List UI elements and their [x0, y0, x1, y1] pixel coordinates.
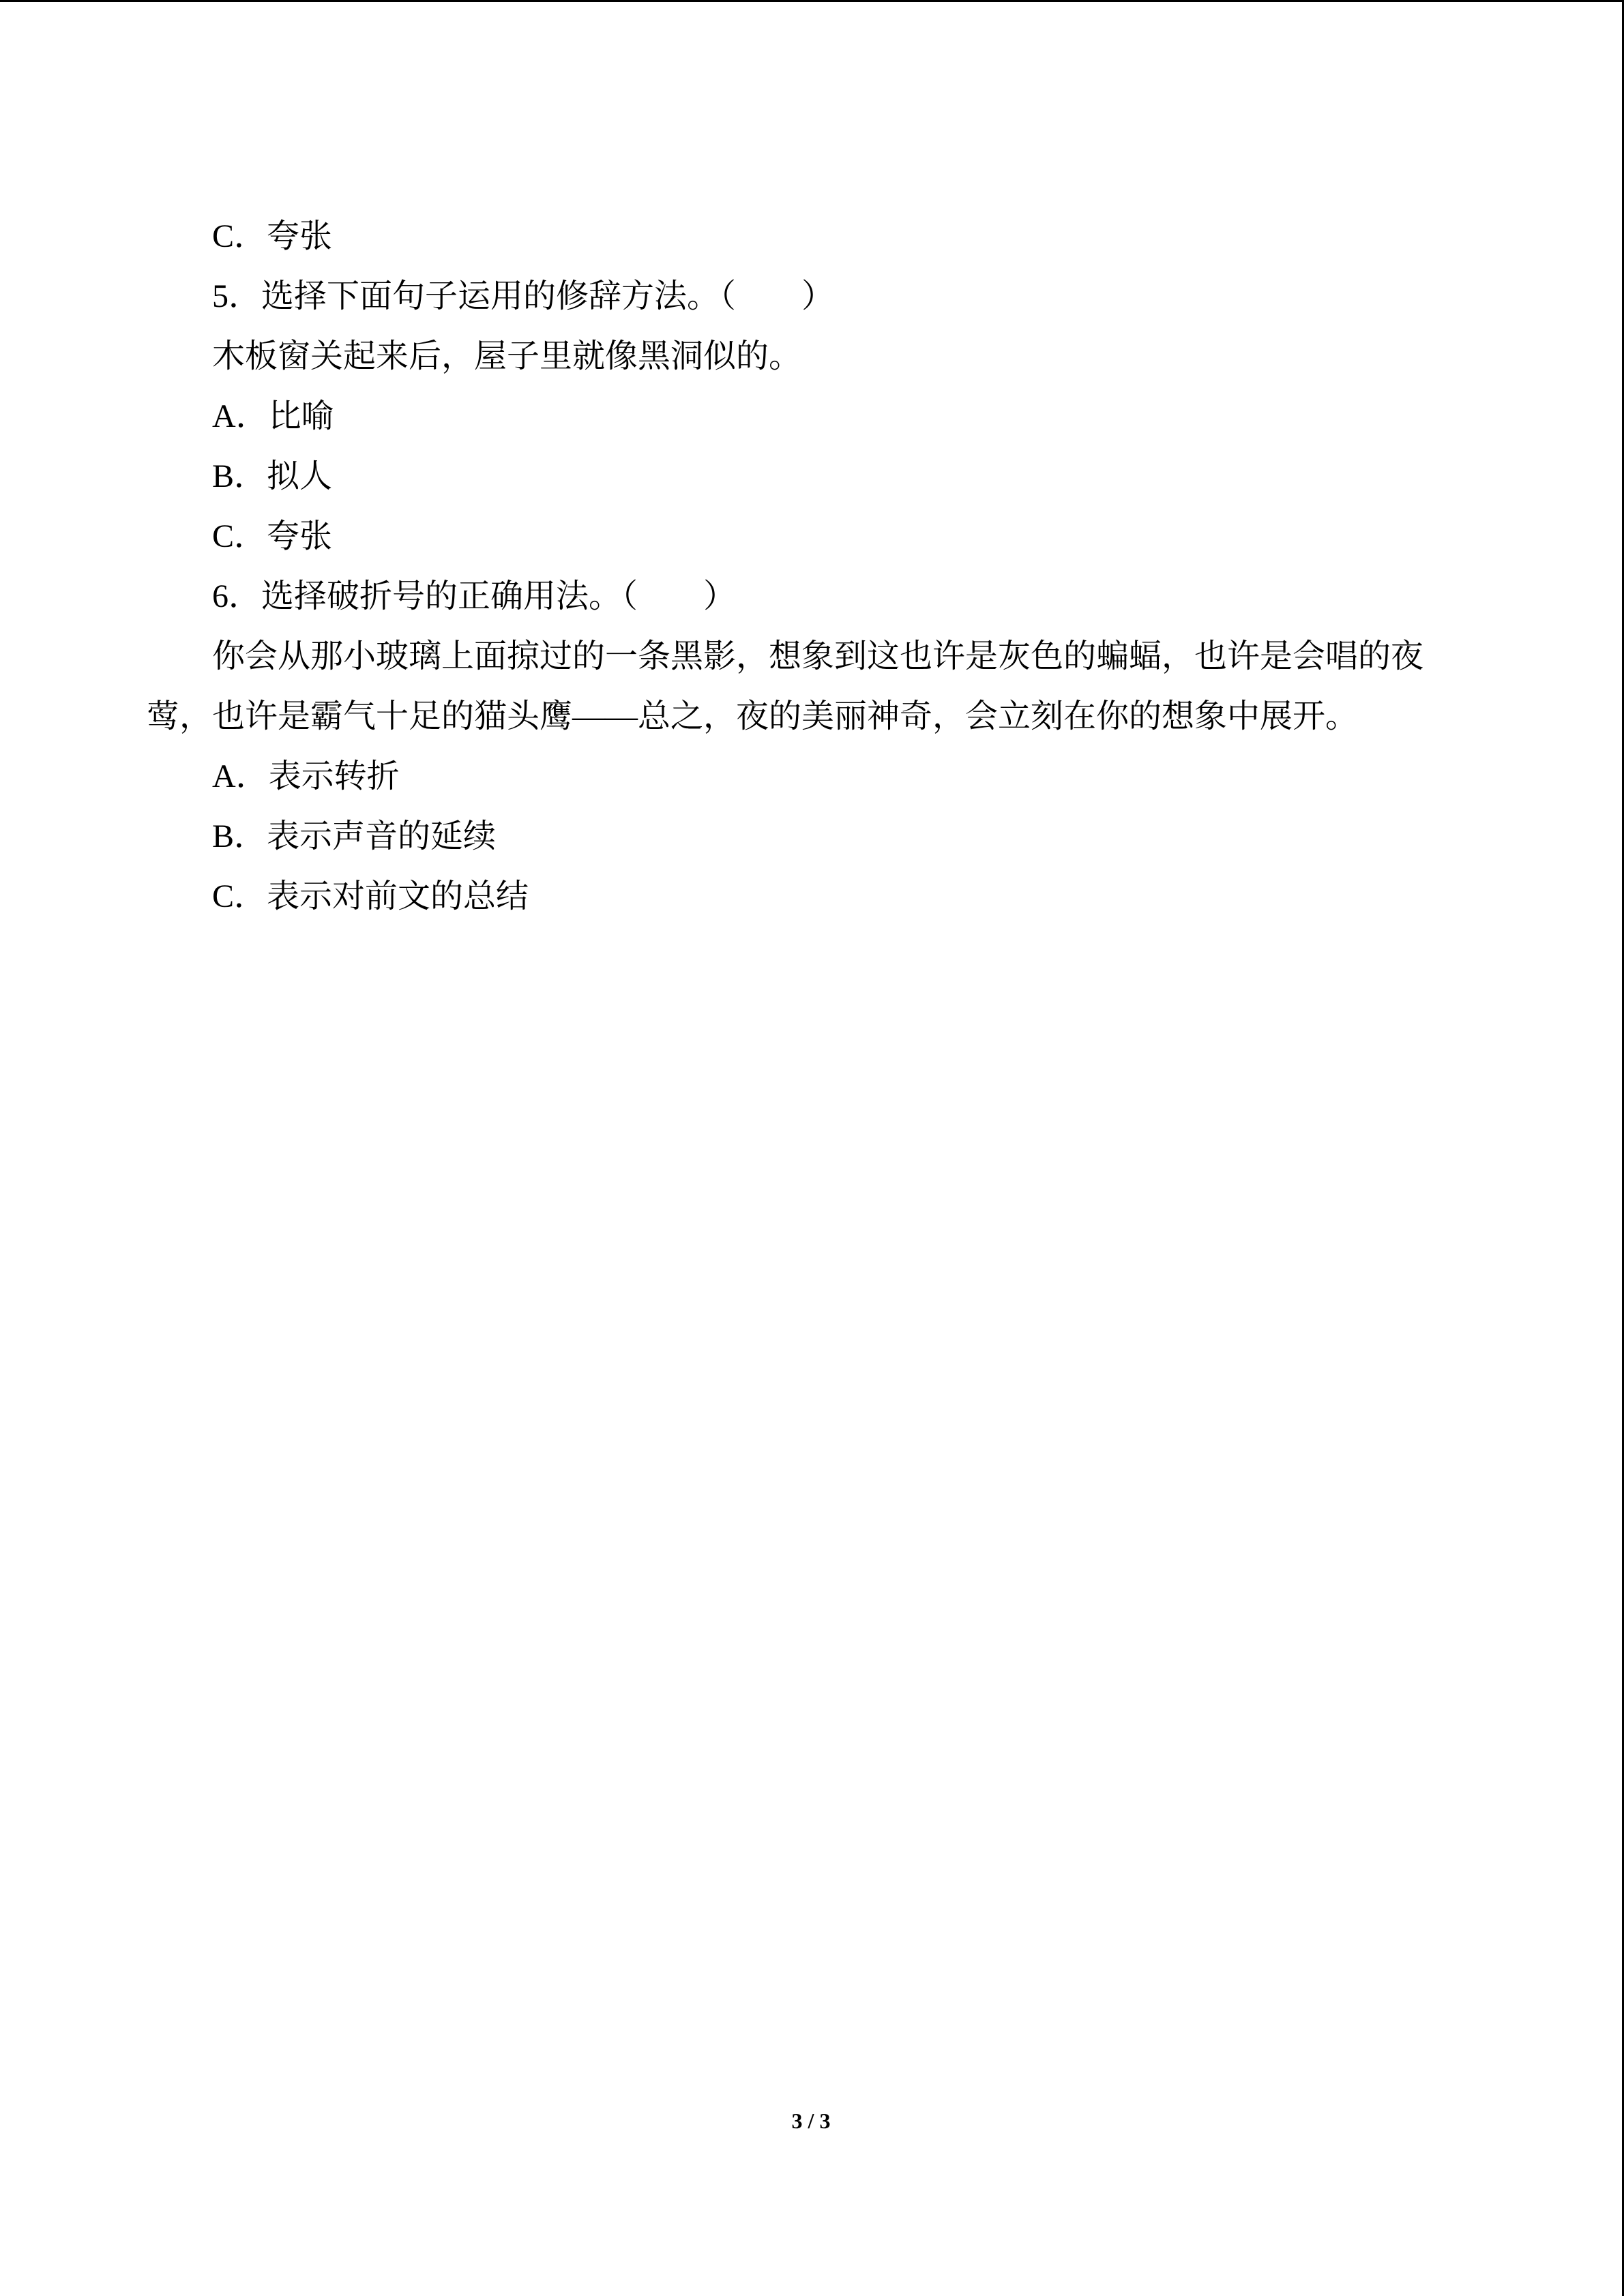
q4-option-c: C．夸张 [212, 218, 333, 254]
q5-sentence: 木板窗关起来后，屋子里就像黑洞似的。 [212, 338, 802, 374]
q5-option-a: A．比喻 [212, 398, 334, 434]
q6-passage-line-1: 你会从那小玻璃上面掠过的一条黑影，想象到这也许是灰色的蝙蝠，也许是会唱的夜 [212, 638, 1424, 674]
page-number: 3 / 3 [791, 2108, 831, 2133]
q6-passage-line-2: 莺，也许是霸气十足的猫头鹰——总之，夜的美丽神奇，会立刻在你的想象中展开。 [147, 698, 1359, 734]
q6-option-c: C．表示对前文的总结 [212, 878, 529, 914]
q6-option-b: B．表示声音的延续 [212, 818, 497, 854]
q6-option-a: A．表示转折 [212, 758, 400, 794]
q5-option-b: B．拟人 [212, 458, 333, 494]
q5-option-c: C．夸张 [212, 518, 333, 554]
q5-stem: 5．选择下面句子运用的修辞方法。（ ） [212, 278, 835, 314]
page-content [147, 207, 1497, 927]
q6-stem: 6．选择破折号的正确用法。（ ） [212, 578, 737, 614]
